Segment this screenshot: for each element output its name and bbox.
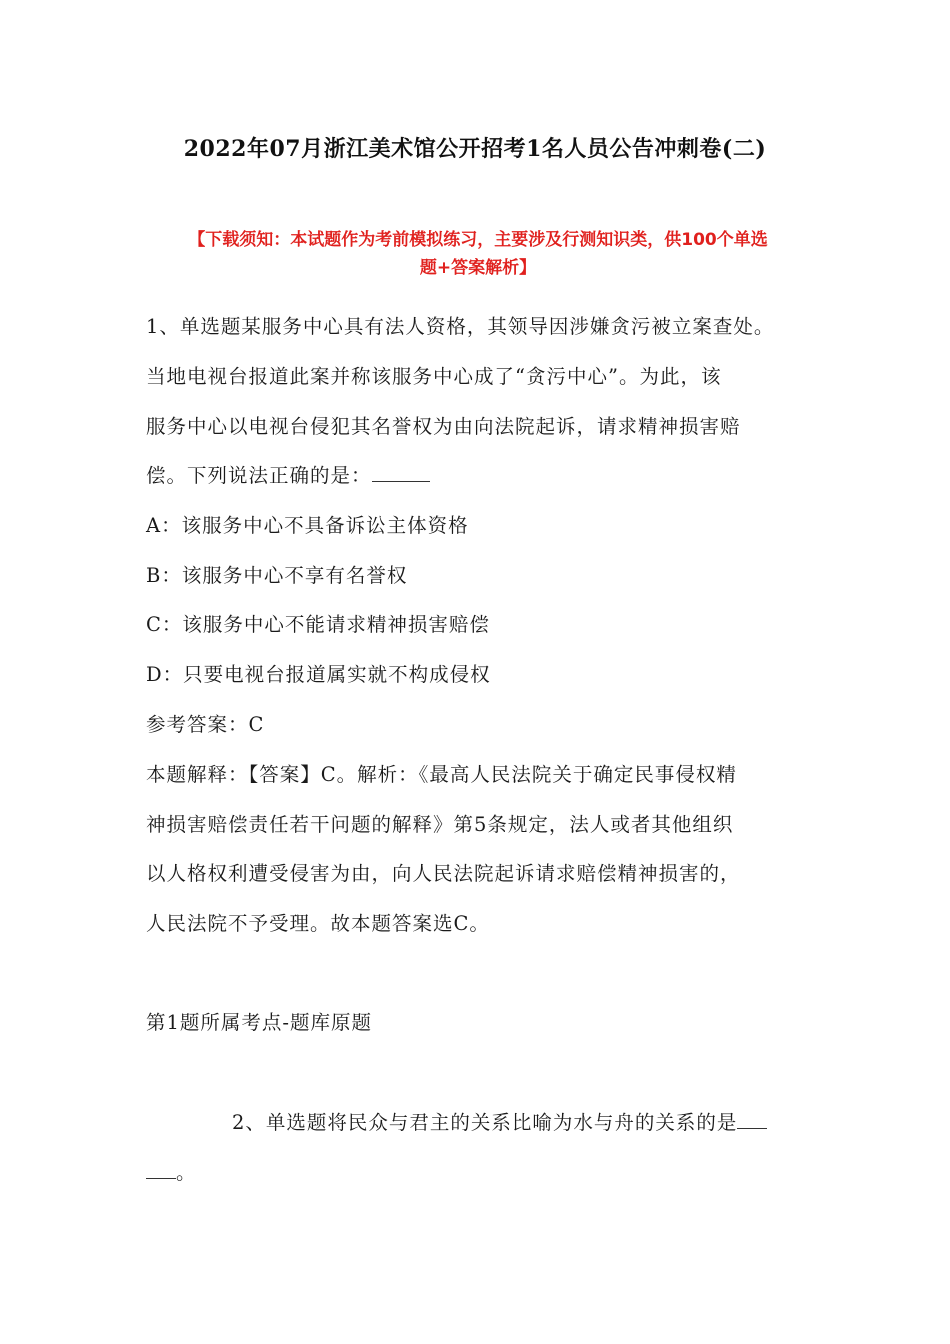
reference-answer: 参考答案：C [146, 713, 265, 736]
option-d: D：只要电视台报道属实就不构成侵权 [146, 663, 491, 686]
question-1-stem-line: 1、单选题某服务中心具有法人资格，其领导因涉嫌贪污被立案查处。 [146, 315, 775, 338]
question-2-stem-line [146, 1160, 197, 1186]
question-1-stem-line: 服务中心以电视台侵犯其名誉权为由向法院起诉，请求精神损害赔 [146, 415, 741, 438]
answer-blank [372, 463, 430, 482]
option-b: B：该服务中心不享有名誉权 [146, 564, 408, 587]
document-title: 2022年07月浙江美术馆公开招考1名人员公告冲刺卷(二) [183, 136, 767, 162]
explanation-line: 神损害赔偿责任若干问题的解释》第5条规定，法人或者其他组织 [146, 813, 734, 836]
option-c: C：该服务中心不能请求精神损害赔偿 [146, 613, 490, 636]
question-1-stem-line [146, 463, 430, 489]
option-a: A：该服务中心不具备诉讼主体资格 [146, 514, 469, 537]
download-notice [148, 226, 808, 282]
question-1-stem-line: 当地电视台报道此案并称该服务中心成了“贪污中心”。为此，该 [146, 365, 722, 388]
question-2-stem-text: 2、单选题将民众与君主的关系比喻为水与舟的关系的是 [232, 1111, 738, 1134]
question-1-topic: 第1题所属考点-题库原题 [146, 1011, 372, 1034]
notice-line: 题+答案解析】 [419, 258, 537, 278]
notice-line: 【下载须知：本试题作为考前模拟练习，主要涉及行测知识类，供100个单选 [188, 230, 768, 250]
explanation-line: 本题解释：【答案】C。解析：《最高人民法院关于确定民事侵权精 [146, 763, 737, 786]
answer-blank [146, 1160, 176, 1179]
question-2-stem-end: 。 [176, 1161, 197, 1184]
answer-blank [737, 1110, 767, 1129]
question-1-stem-text: 偿。下列说法正确的是： [146, 464, 372, 487]
question-2-stem-line [232, 1110, 767, 1136]
explanation-line: 人民法院不予受理。故本题答案选C。 [146, 912, 490, 935]
explanation-line: 以人格权利遭受侵害为由，向人民法院起诉请求赔偿精神损害的， [146, 862, 741, 885]
